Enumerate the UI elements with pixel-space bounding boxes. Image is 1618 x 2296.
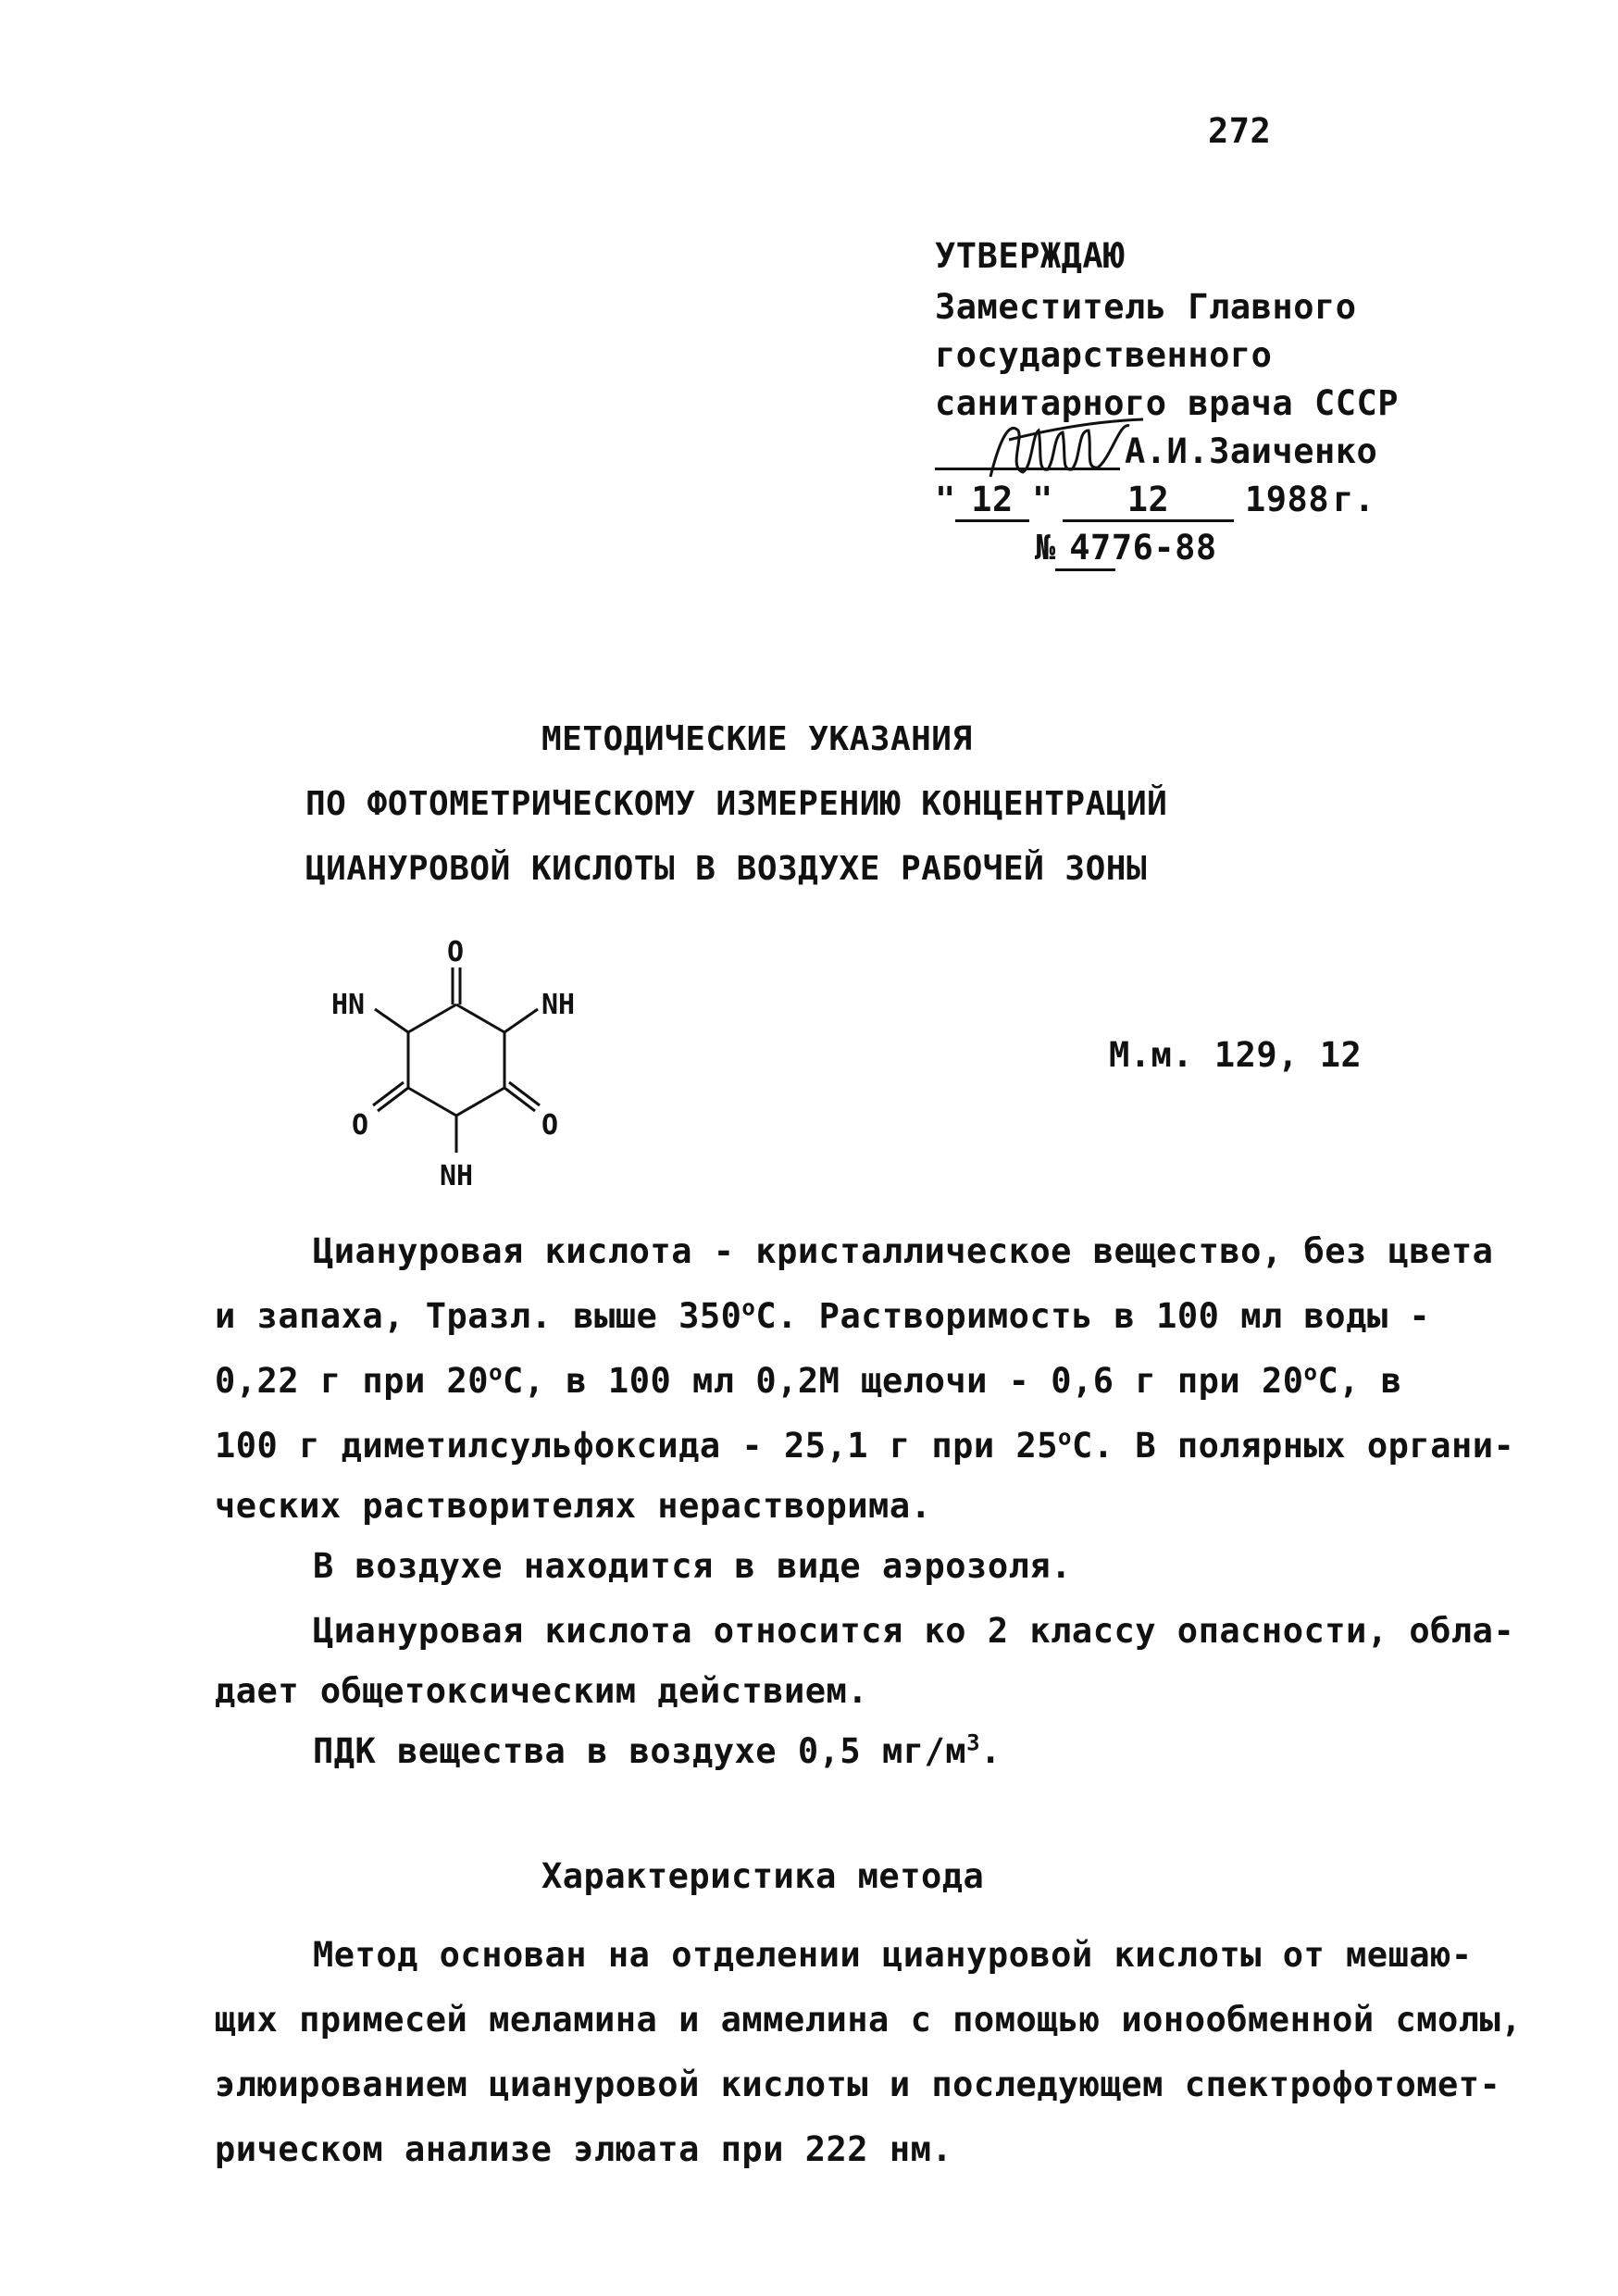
approval-name: А.И.Заиченко bbox=[1125, 431, 1378, 471]
page-number: 272 bbox=[1208, 111, 1272, 151]
structure-atom-nh-right: NH bbox=[541, 989, 576, 1021]
title-line-2: ПО ФОТОМЕТРИЧЕСКОМУ ИЗМЕРЕНИЮ КОНЦЕНТРАЦИЙ bbox=[305, 785, 1168, 823]
paragraph-1-line-3: 0,22 г при $20^оС$, в 100 мл 0,2М щелочи - 0,6 г при $20^оС$, в bbox=[215, 1359, 1402, 1401]
section-line-1: Метод основан на отделении циануровой кислоты от мешаю- bbox=[313, 1935, 1473, 1975]
approval-date-open-quote: " bbox=[935, 480, 956, 519]
approval-number-sign: № bbox=[1035, 528, 1056, 568]
approval-line-1: Заместитель Главного bbox=[935, 287, 1357, 327]
paragraph-2: В воздухе находится в виде аэрозоля. bbox=[313, 1546, 1072, 1586]
approval-date-month: 12 bbox=[1063, 480, 1234, 522]
section-line-2: щих примесей меламина и аммелина с помощью ионообменной смолы, bbox=[215, 2000, 1523, 2040]
paragraph-1-line-1: Циануровая кислота - кристаллическое вещество, без цвета bbox=[313, 1231, 1494, 1271]
molar-mass: М.м. 129, 12 bbox=[1109, 1035, 1363, 1075]
approval-date-suffix: г. bbox=[1333, 480, 1375, 519]
approval-date-close-quote: " bbox=[1032, 480, 1053, 519]
paragraph-3-line-2: дает общетоксическим действием. bbox=[215, 1671, 869, 1711]
section-line-4: рическом анализе элюата при 222 нм. bbox=[215, 2129, 953, 2169]
structure-atom-nh-bottom: NH bbox=[440, 1160, 474, 1192]
structure-atom-o-left: O bbox=[352, 1109, 369, 1142]
approval-number: 4776-88 bbox=[1069, 528, 1217, 568]
title-line-3: ЦИАНУРОВОЙ КИСЛОТЫ В ВОЗДУХЕ РАБОЧЕЙ ЗОНЫ bbox=[305, 850, 1148, 888]
paragraph-4: ПДК вещества в воздухе 0,5 $мг/м^3$. bbox=[313, 1729, 1002, 1771]
structure-atom-nh-left: HN bbox=[331, 989, 366, 1021]
approval-number-underline bbox=[1055, 568, 1115, 571]
paragraph-1-line-5: ческих растворителях нерастворима. bbox=[215, 1486, 932, 1526]
approval-line-2: государственного bbox=[935, 335, 1273, 375]
structure-atom-o-top: O bbox=[447, 936, 465, 968]
cyanuric-acid-structure bbox=[324, 926, 602, 1222]
approval-heading: УТВЕРЖДАЮ bbox=[935, 236, 1125, 276]
title-line-1: МЕТОДИЧЕСКИЕ УКАЗАНИЯ bbox=[541, 720, 973, 758]
paragraph-1-line-4: 100 г диметилсульфоксида - 25,1 г при $25^оС$. В полярных органи- bbox=[215, 1424, 1515, 1466]
structure-atom-o-right: O bbox=[541, 1109, 559, 1142]
paragraph-3-line-1: Циануровая кислота относится ко 2 классу опасности, обла- bbox=[313, 1611, 1515, 1651]
approval-line-3: санитарного врача СССР bbox=[935, 383, 1400, 423]
paragraph-1-line-2: и запаха, Тразл. выше $350^оС$. Растворимость в 100 мл воды - bbox=[215, 1294, 1431, 1336]
section-line-3: элюированием циануровой кислоты и последующем спектрофотомет- bbox=[215, 2065, 1501, 2104]
section-heading: Характеристика метода bbox=[541, 1856, 985, 1896]
approval-date-day: 12 bbox=[955, 480, 1029, 522]
approval-date-year: 1988 bbox=[1245, 480, 1330, 519]
